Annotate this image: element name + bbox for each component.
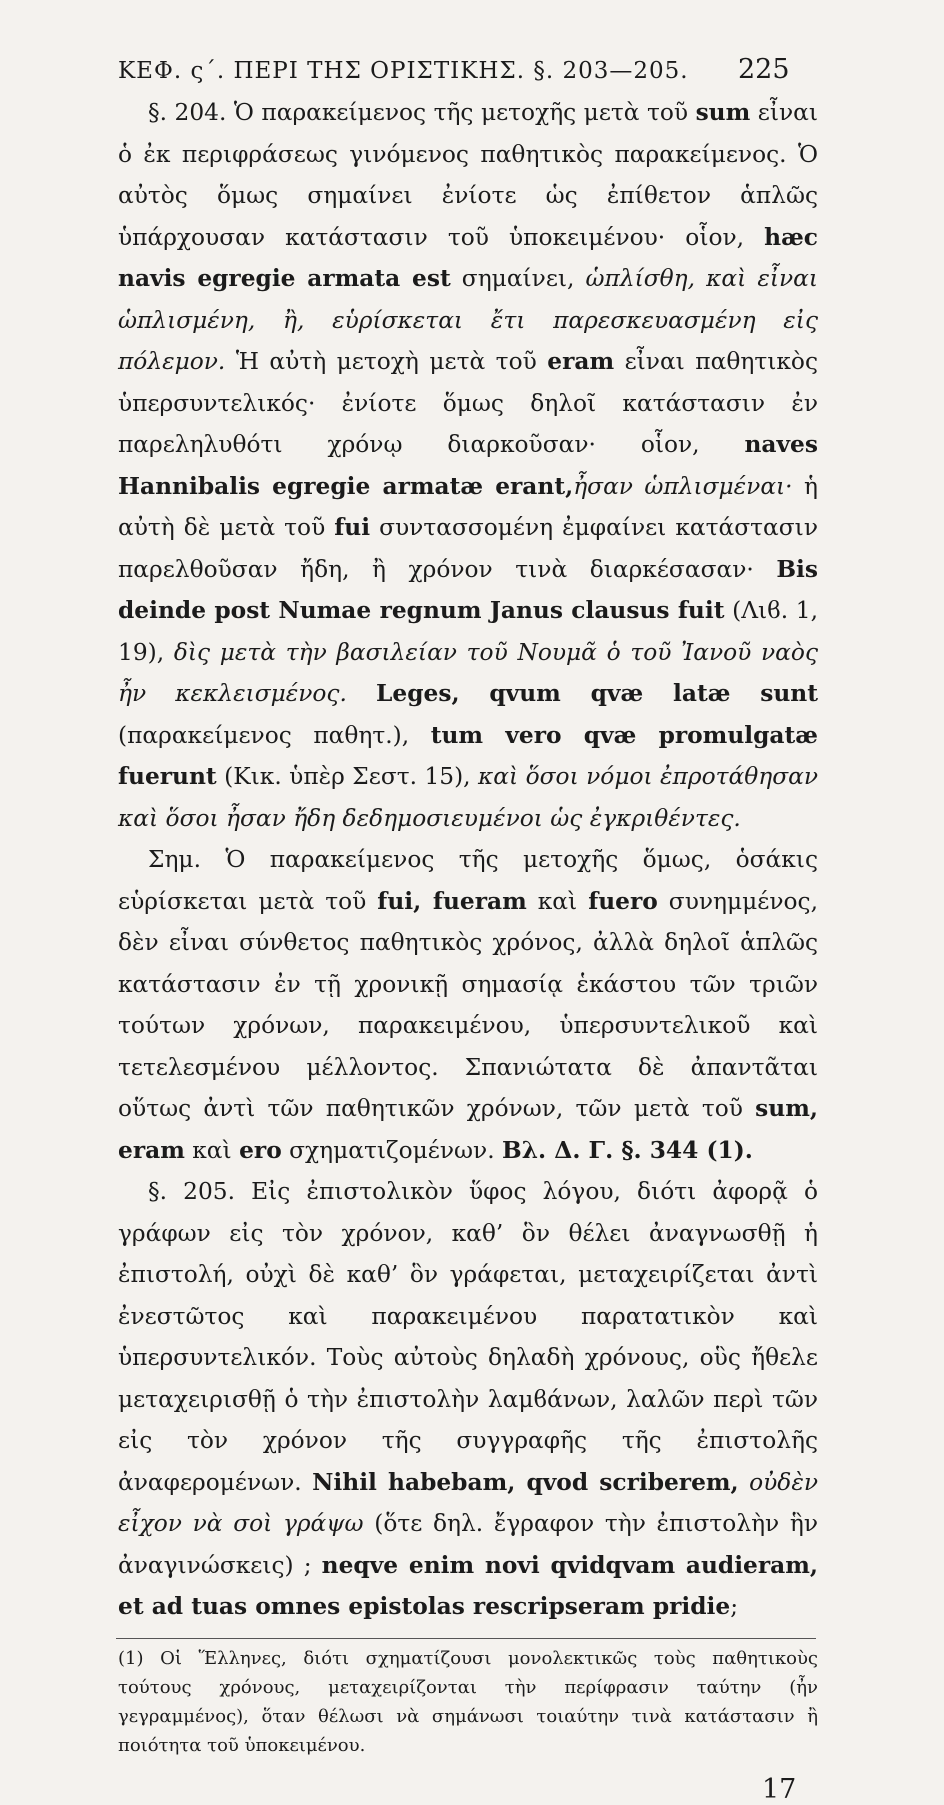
text-run: (παρακείμενος παθητ.),: [118, 721, 431, 749]
running-header: [0, 54, 944, 94]
latin-text: fui: [334, 514, 371, 541]
text-run: (ὅτε δηλ. ἔγραφον τὴν ἐπιστολὴν ἣν ἀναγινώσκεις) ;: [118, 1510, 819, 1579]
latin-text: fuero: [588, 887, 658, 915]
text-run: συνημμένος, δὲν εἶναι σύνθετος παθητικὸς χρόνος, ἀλλὰ δηλοῖ ἁπλῶς κατάστασιν ἐν τῇ χρονικῇ σημασίᾳ ἑκάστου τῶν τριῶν τούτων χρόνων, παρακειμένου, ὑπερσυντελικοῦ καὶ τετελεσμένου μέλλοντος. Σπανιώτατα δὲ ἀπαντᾶται οὕτως ἀντὶ τῶν παθητικῶν χρόνων, τῶν μετὰ τοῦ: [118, 887, 818, 1122]
text-run: συντασσομένη ἐμφαίνει κατάστασιν παρελθοῦσαν ἤδη, ἢ χρόνον τινὰ διαρκέσασαν·: [118, 514, 818, 583]
text-run: [739, 1469, 749, 1496]
latin-text: ero: [239, 1136, 282, 1164]
body-text: [118, 92, 818, 1628]
text-run: εἶναι παθητικὸς ὑπερσυντελικός· ἐνίοτε ὅμως δηλοῖ κατάστασιν ἐν παρεληλυθότι χρόνῳ διαρκοῦσαν· οἷον,: [118, 348, 818, 458]
text-run: σχηματιζομένων.: [281, 1136, 503, 1164]
italic-translation: ἦσαν ὡπλισμέναι·: [573, 472, 793, 500]
paragraph: [118, 839, 818, 1171]
italic-translation: οὐδὲν εἶχον νὰ σοὶ γράψω: [118, 1468, 818, 1537]
latin-text: Bis deinde post Numae regnum Janus clausus fuit: [118, 555, 818, 624]
latin-text: sum: [695, 99, 751, 126]
text-run: καὶ: [526, 887, 589, 915]
italic-translation: δὶς μετὰ τὴν βασιλείαν τοῦ Νουμᾶ ὁ τοῦ Ἰανοῦ ναὸς ἦν κεκλεισμένος.: [118, 638, 818, 707]
text-run: εἶναι ὁ ἐκ περιφράσεως γινόμενος παθητικὸς παρακείμενος. Ὁ αὐτὸς ὅμως σημαίνει ἐνίοτε ὡς ἐπίθετον ἁπλῶς ὑπάρχουσαν κατάστασιν τοῦ ὑποκειμένου· οἷον,: [118, 99, 818, 251]
text-run: ἡ αὐτὴ δὲ μετὰ τοῦ: [118, 472, 818, 541]
text-run: §. 205. Εἰς ἐπιστολικὸν ὕφος λόγου, διότι ἀφορᾷ ὁ γράφων εἰς τὸν χρόνον, καθ’ ὃν θέλει ἀναγνωσθῇ ἡ ἐπιστολή, οὐχὶ δὲ καθ’ ὃν γράφεται, μεταχειρίζεται ἀντὶ ἐνεστῶτος καὶ παρακειμένου παρατατικὸν καὶ ὑπερσυντελικόν. Τοὺς αὐτοὺς δηλαδὴ χρόνους, οὓς ἤθελε μεταχειρισθῇ ὁ τὴν ἐπιστολὴν λαμϐάνων, λαλῶν περὶ τῶν εἰς τὸν χρόνον τῆς συγγραφῆς τῆς ἐπιστολῆς ἀναφερομένων.: [118, 1178, 818, 1496]
footnote-rule: [116, 1638, 816, 1639]
latin-text: fui, fueram: [377, 887, 527, 915]
text-run: §. 204. Ὁ παρακείμενος τῆς μετοχῆς μετὰ τοῦ: [148, 99, 696, 126]
signature-mark: 17: [762, 1774, 797, 1805]
italic-translation: καὶ ὅσοι νόμοι ἐπροτάθησαν καὶ ὅσοι ἦσαν ἤδη δεδημοσιευμένοι ὡς ἐγκριθέντες.: [118, 763, 818, 832]
text-run: (Λιϐ. 1, 19),: [118, 597, 819, 666]
text-run: Ἡ αὐτὴ μετοχὴ μετὰ τοῦ: [225, 348, 548, 375]
latin-text: neqve enim novi qvidqvam audieram, et ad tuas omnes epistolas rescripseram pridie: [118, 1551, 819, 1620]
text-run: ;: [730, 1593, 739, 1620]
page-number: 225: [738, 54, 790, 85]
latin-text: Βλ. Δ. Γ. §. 344 (1).: [502, 1136, 753, 1164]
text-run: καὶ: [184, 1136, 240, 1164]
text-run: Σημ. Ὁ παρακείμενος τῆς μετοχῆς ὅμως, ὁσάκις εὑρίσκεται μετὰ τοῦ: [118, 846, 818, 915]
latin-text: hæc navis egregie armata est: [118, 223, 818, 292]
header-title: ΚΕΦ. ς΄. ΠΕΡΙ ΤΗΣ ΟΡΙΣΤΙΚΗΣ. §. 203—205.: [118, 58, 689, 84]
text-run: σημαίνει,: [450, 265, 586, 292]
paragraph: [118, 92, 818, 839]
footnote: (1) Οἱ Ἕλληνες, διότι σχηματίζουσι μονολεκτικῶς τοὺς παθητικοὺς τούτους χρόνους, μεταχειρίζονται τὴν περίφρασιν ταύτην (ἦν γεγραμμένος), ὅταν θέλωσι νὰ σημάνωσι τοιαύτην τινὰ κατάστασιν ἢ ποιότητα τοῦ ὑποκειμένου.: [118, 1648, 818, 1756]
latin-text: tum vero qvæ promulgatæ fuerunt: [118, 721, 818, 790]
text-run: (Κικ. ὑπὲρ Σεστ. 15),: [216, 763, 479, 790]
paragraph: [118, 1171, 818, 1628]
latin-text: eram: [547, 348, 615, 375]
text-run: [347, 680, 376, 707]
latin-text: Leges, qvum qvæ latæ sunt: [376, 680, 818, 707]
latin-text: sum, eram: [118, 1095, 818, 1164]
latin-text: naves Hannibalis egregie armatæ erant,: [118, 431, 818, 500]
italic-translation: ὡπλίσθη, καὶ εἶναι ὡπλισμένη, ἢ, εὑρίσκεται ἔτι παρεσκευασμένη εἰς πόλεμον.: [118, 265, 818, 375]
latin-text: Nihil habebam, qvod scriberem,: [312, 1468, 739, 1496]
